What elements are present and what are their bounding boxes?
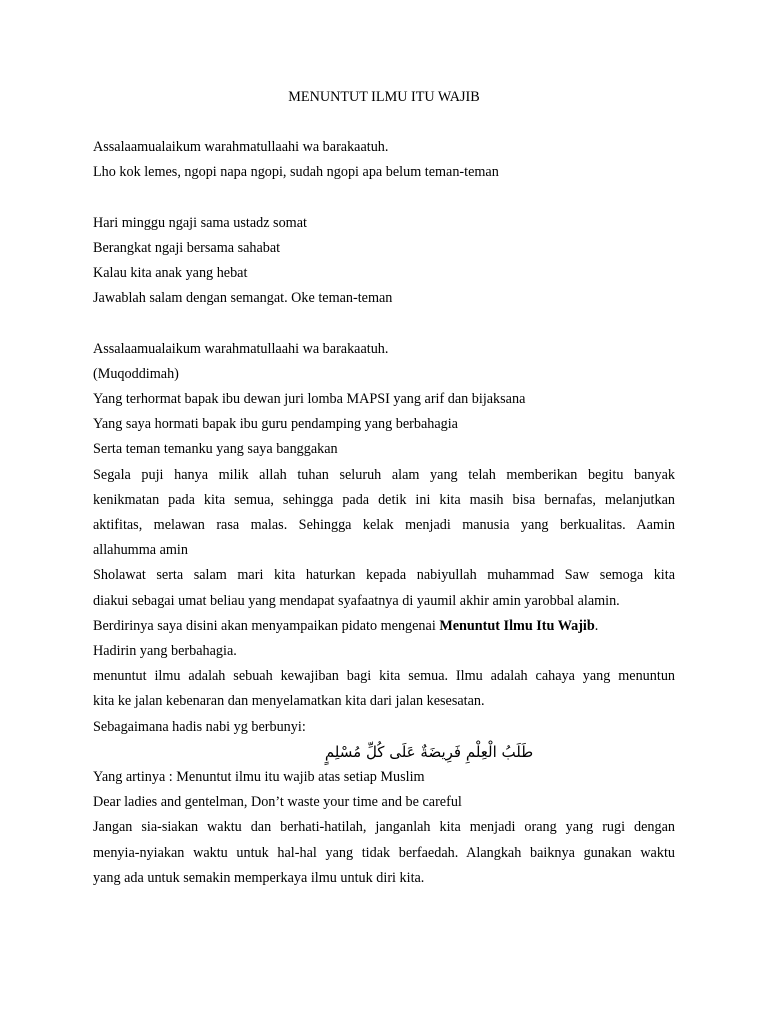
sholawat-line: diakui sebagai umat beliau yang mendapat syafaatnya di yaumil akhir amin yarobbal alamin. [93, 592, 620, 609]
pantun-line: Hari minggu ngaji sama ustadz somat [93, 214, 307, 231]
document-body [93, 135, 675, 891]
pantun-line: Berangkat ngaji bersama sahabat [93, 239, 281, 256]
praise-line: kenikmatan pada kita semua, sehingga pada detik ini kita masih bisa bernafas, melanjutkan [93, 491, 675, 508]
praise-line: aktifitas, melawan rasa malas. Sehingga kelak menjadi manusia yang berkualitas. Aamin [93, 517, 675, 534]
page-title: MENUNTUT ILMU ITU WAJIB [288, 89, 480, 105]
english-line: Dear ladies and gentelman, Don’t waste your time and be careful [93, 794, 462, 811]
hadirin-line: Hadirin yang berbahagia. [93, 643, 237, 660]
closing-line: menyia-nyiakan waktu untuk hal-hal yang tidak berfaedah. Alangkah baiknya gunakan waktu [93, 844, 675, 861]
ilmu-line: menuntut ilmu adalah sebuah kewajiban bagi kita semua. Ilmu adalah cahaya yang menuntun [93, 668, 675, 685]
hadis-translation: Yang artinya : Menuntut ilmu itu wajib atas setiap Muslim [93, 769, 425, 786]
greeting-jury: Yang terhormat bapak ibu dewan juri lomba MAPSI yang arif dan bijaksana [93, 391, 526, 407]
closing-line: yang ada untuk semakin memperkaya ilmu untuk diri kita. [93, 869, 425, 886]
muqoddimah-label: (Muqoddimah) [93, 365, 179, 382]
praise-line: allahumma amin [93, 542, 188, 559]
opening-salam: Assalaamualaikum warahmatullaahi wa barakaatuh. [93, 139, 389, 155]
speech-topic-suffix: . [594, 617, 599, 634]
pantun-line: Kalau kita anak yang hebat [93, 265, 248, 281]
closing-line: Jangan sia-siakan waktu dan berhati-hatilah, janganlah kita menjadi orang yang rugi dengan [93, 819, 675, 836]
greeting-friends: Serta teman temanku yang saya banggakan [93, 441, 338, 458]
hadis-intro: Sebagaimana hadis nabi yg berbunyi: [93, 718, 306, 735]
paragraph-gap [93, 185, 675, 210]
pantun-line: Jawablah salam dengan semangat. Oke teman-teman [93, 290, 393, 307]
greeting-teachers: Yang saya hormati bapak ibu guru pendamping yang berbahagia [93, 416, 458, 433]
sholawat-line: Sholawat serta salam mari kita haturkan kepada nabiyullah muhammad Saw semoga kita [93, 567, 675, 584]
ilmu-line: kita ke jalan kebenaran dan menyelamatkan kita dari jalan kesesatan. [93, 693, 485, 710]
praise-line: Segala puji hanya milik allah tuhan seluruh alam yang telah memberikan begitu banyak [93, 466, 675, 483]
speech-topic-line [93, 614, 675, 639]
speech-topic-title: Menuntut Ilmu Itu Wajib [439, 617, 595, 634]
salam-line: Assalaamualaikum warahmatullaahi wa barakaatuh. [93, 340, 389, 357]
paragraph-gap [93, 311, 675, 336]
speech-topic-prefix: Berdirinya saya disini akan menyampaikan pidato mengenai [93, 617, 440, 634]
hadis-arabic-text: طَلَبُ الْعِلْمِ فَرِيضَةٌ عَلَى كُلِّ مُسْلِمٍ [324, 742, 534, 761]
opening-greeting: Lho kok lemes, ngopi napa ngopi, sudah ngopi apa belum teman-teman [93, 164, 499, 181]
